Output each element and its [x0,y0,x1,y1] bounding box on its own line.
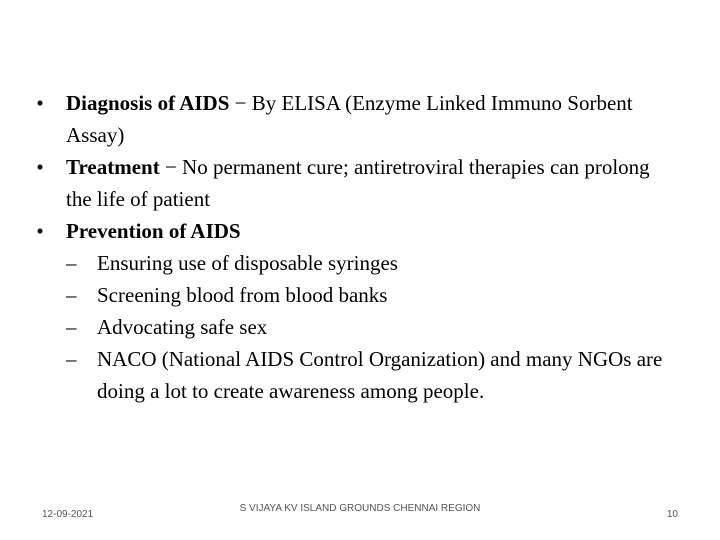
bullet-text: − No permanent cure; antiretroviral therapies can prolong the life of patient [66,155,650,211]
bullet-diagnosis [30,87,670,151]
sub-bullet-marker: – [66,283,77,307]
sub-bullet-safe-sex [30,311,670,343]
sub-bullet-naco [30,343,670,407]
bullet-marker: • [36,219,44,243]
bullet-marker: • [36,155,44,179]
sub-bullet-marker: – [66,315,77,339]
bullet-prevention [30,215,670,247]
footer-author: S VIJAYA KV ISLAND GROUNDS CHENNAI REGION [239,503,481,514]
bullet-heading: Prevention of AIDS [66,219,241,243]
bullet-text: − By ELISA (Enzyme Linked Immuno Sorbent Assay) [66,91,633,147]
bullet-marker: • [36,91,44,115]
sub-bullet-text: Advocating safe sex [97,315,268,339]
bullet-treatment [30,151,670,215]
sub-bullet-marker: – [66,347,77,371]
sub-bullet-marker: – [66,251,77,275]
slide-content [30,87,670,407]
sub-bullet-text: Ensuring use of disposable syringes [97,251,398,275]
sub-bullet-screening [30,279,670,311]
sub-bullet-syringes [30,247,670,279]
bullet-heading: Treatment [66,155,160,179]
sub-bullet-text: Screening blood from blood banks [97,283,388,307]
footer-date: 12-09-2021 [42,509,94,520]
bullet-heading: Diagnosis of AIDS [66,91,230,115]
sub-bullet-text: NACO (National AIDS Control Organization) and many NGOs are doing a lot to create awareness among people. [97,347,663,403]
page-number: 10 [666,509,678,520]
